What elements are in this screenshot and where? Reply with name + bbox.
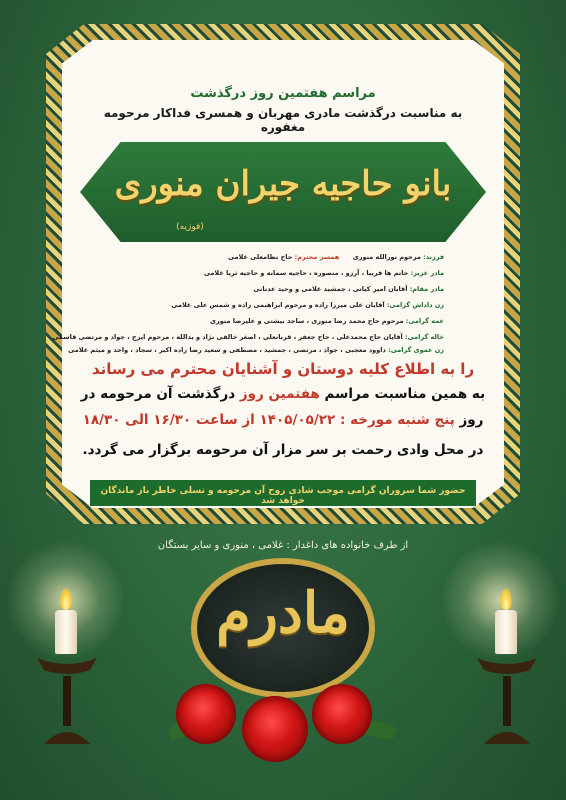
relatives-row: خاله گرامی: آقایان حاج محمدعلی ، حاج جعفر ، قربانعلی ، اصغر خالقی نژاد و یدالله ، مرحوم ایرج ، جواد و مرتضی قاسمی: [52, 333, 444, 341]
relatives-row: زن عموی گرامی: داوود معجبی ، جواد ، مرتضی ، جمشید ، مصطفی و سعید رضا زاده اکبر ، سجاد ، واحد و میثم غلامی: [68, 346, 444, 354]
announcement-line-2: به همین مناسبت مراسم هفتمین روز درگذشت آن مرحومه در: [80, 386, 486, 402]
announcement-line-3: روز پنج شنبه مورخه : ۱۴۰۵/۰۵/۲۲ از ساعت ۱۶/۳۰ الی ۱۸/۳۰: [82, 412, 484, 428]
deceased-alias: (فوزیه): [176, 222, 204, 232]
relatives-row: مادر مقام: آقایان امیر کیانی ، جمشید غلامی و وحید عدنانی: [253, 285, 444, 293]
condolence-strip-text: حضور شما سروران گرامی موجب شادی روح آن مرحومه و تسلی خاطر باز ماندگان خواهد شد: [100, 486, 466, 506]
announcement-line-4: در محل وادی رحمت بر سر مزار آن مرحومه برگزار می گردد.: [82, 442, 484, 458]
mother-medallion-text: مادرم: [216, 580, 350, 646]
deceased-name: بانو حاجیه جیران منوری: [114, 164, 452, 204]
rose-icon: [312, 684, 372, 744]
from-family-line: از طرف خانواده های داغدار : غلامی ، منوری و سایر بستگان: [157, 540, 409, 551]
relatives-row: مادر عزیز: خانم ها فریبا ، آرزو ، منصوره ، حاجیه سمانه و حاجیه ثریا غلامی: [203, 269, 444, 277]
candle-holder-icon: [32, 648, 102, 748]
occasion-line: به مناسبت درگذشت مادری مهربان و همسری فداکار مرحومه مغفوره: [103, 106, 463, 134]
rose-icon: [176, 684, 236, 744]
relatives-row: عمه گرامی: مرحوم حاج محمد رضا منوری ، ساجد بیشتی و علیرضا منوری: [210, 317, 444, 325]
relatives-row: زن داداش گرامی: آقایان علی میرزا زاده و مرحوم ابراهیمی زاده و شمس علی غلامی: [171, 301, 444, 309]
flame-icon: [500, 588, 512, 610]
rose-icon: [242, 696, 308, 762]
relatives-row: فرزند: مرحوم نورالله منوری همسر محترم: حاج نظامعلی غلامی: [227, 253, 444, 261]
ceremony-title: مراسم هفتمین روز درگذشت: [190, 86, 376, 101]
candle-holder-icon: [472, 648, 542, 748]
flame-icon: [60, 588, 72, 610]
announcement-line-1: را به اطلاع کلیه دوستان و آشنایان محترم می رساند: [91, 360, 475, 378]
